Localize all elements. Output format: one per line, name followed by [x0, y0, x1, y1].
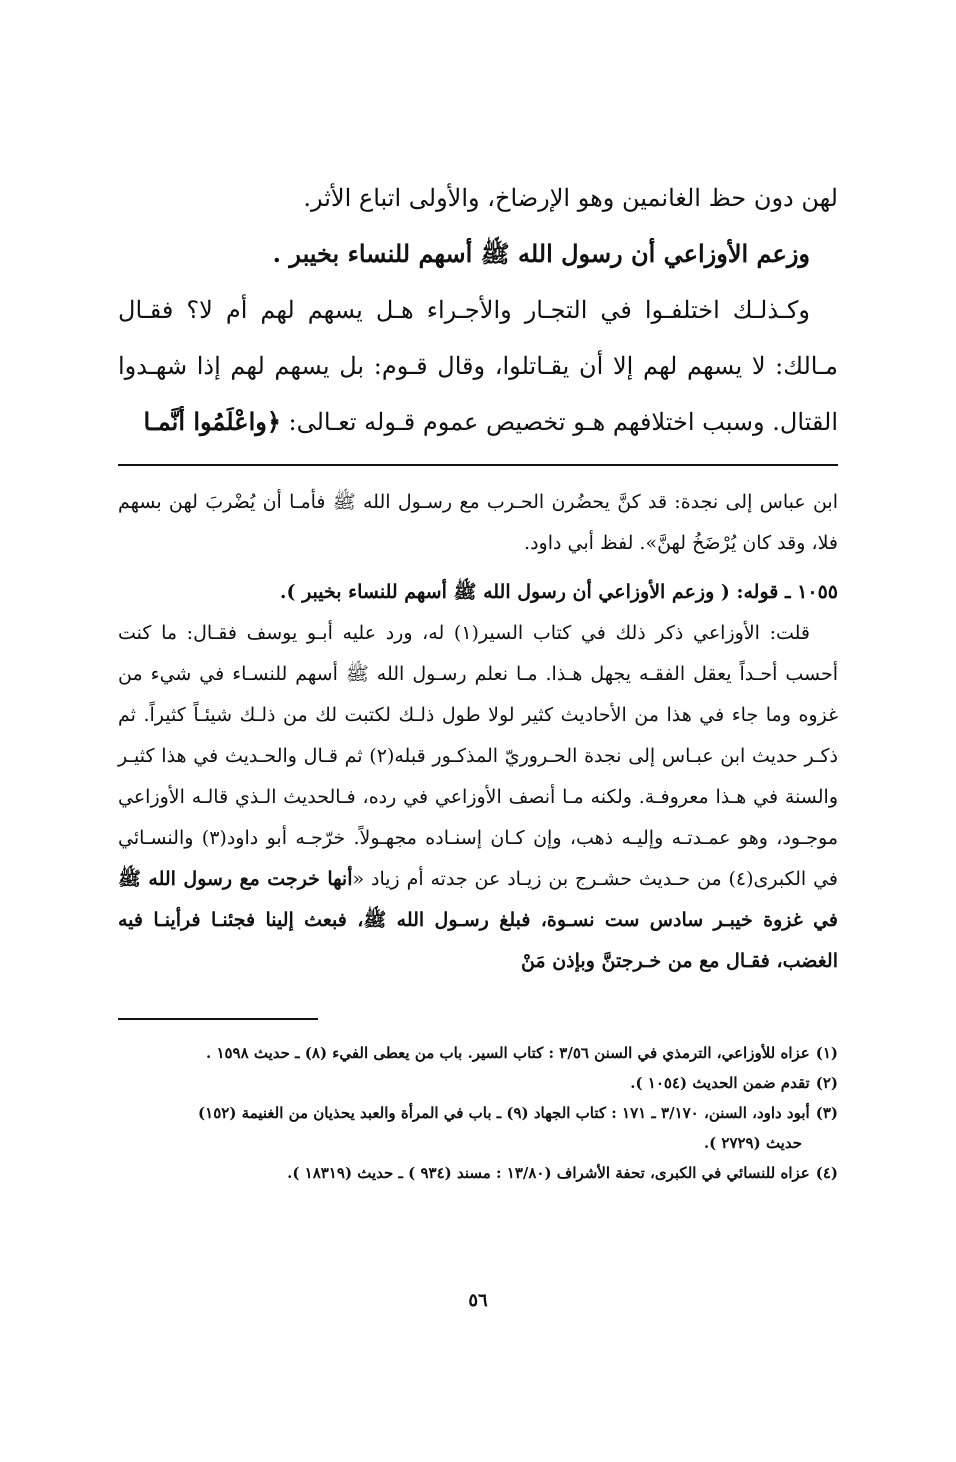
- main-paragraph-text: وكـذلـك اختلفـوا في التجـار والأجـراء هـل يسهم لهم أم لا؟ فقـال مـالك: لا يسهم لهم إلا أن يقـاتلوا، وقال قـوم: بل يسهم لهم إذا شهـدوا القتال. وسبب اختلافهم هـو تخصيص عموم قـوله تعـالى:: [118, 296, 838, 436]
- footnote-item: [118, 1038, 838, 1068]
- commentary-body-text: قلت: الأوزاعي ذكر ذلك في كتاب السير(١) له، ورد عليه أبـو يوسف فقـال: ما كنت أحسب أحـداً يعقل الفقـه يجهل هـذا. مـا نعلم رسـول الله ﷺ أسهم للنسـاء في شيء من غزوه وما جاء في هذا من الأحاديث كثير لولا طول ذلـك لكتبت لك من ذلـك شيئـاً كثيراً. ثم ذكـر حديث ابن عبـاس إلى نجدة الحـروريّ المذكـور قبله(٢) ثم قـال والحـديث في هذا كثيـر والسنة في هـذا معروفـة. ولكنه مـا أنصف الأوزاعي في رده، فـالحديث الـذي قالـه الأوزاعي موجـود، وهو عمـدتـه وإليـه ذهب، وإن كـان إسنـاده مجهـولاً. خرّجـه أبو داود(٣) والنسـائي في الكبرى(٤) من حـديث حشـرج بن زيـاد عن جدته أم زياد «: [118, 622, 838, 890]
- footnote-divider: [118, 1018, 318, 1020]
- footnote-text: عزاه للأوزاعي، الترمذي في السنن ٣/٥٦ : كتاب السير. باب من يعطى الفيء (٨) ـ حديث ١٥٩٨ .: [205, 1044, 810, 1062]
- commentary-carry-over: ابن عباس إلى نجدة: قد كنَّ يحضُرن الحـرب مع رسـول الله ﷺ فأمـا أن يُضْربَ لهن بسهم فلا، وقد كان يُرْضَخُ لهنَّ». لفظ أبي داود.: [118, 491, 838, 554]
- footnote-item: [118, 1098, 838, 1158]
- footnote-continuation: حديث (٢٧٢٩ ).: [703, 1134, 802, 1152]
- footnote-item: [118, 1158, 838, 1188]
- main-text-line: لهن دون حظ الغانمين وهو الإرضاخ، والأولى اتباع الأثر.: [303, 184, 838, 212]
- quran-verse: ﴿واعْلَمُوا أنَّمـا: [143, 407, 281, 436]
- text-divider: [118, 464, 838, 466]
- page-content: [118, 170, 838, 1188]
- footnote-text: تقدم ضمن الحديث (١٠٥٤ ).: [630, 1074, 810, 1092]
- footnote-item: [118, 1068, 838, 1098]
- quoted-statement: وزعم الأوزاعي أن رسول الله ﷺ أسهم للنساء بخيبر .: [272, 239, 810, 268]
- footnote-number: (٢): [815, 1074, 838, 1092]
- commentary-heading: ١٠٥٥ ـ قوله: ( وزعم الأوزاعي أن رسول الله ﷺ أسهم للنساء بخيبر ).: [279, 581, 838, 603]
- footnote-text: عزاه للنسائي في الكبرى، تحفة الأشراف (١٣/٨٠ : مسند (٩٣٤ ) ـ حديث (١٨٣١٩ ).: [287, 1164, 810, 1182]
- commentary-body: [118, 613, 838, 982]
- footnote-text: أبود داود، السنن، ٣/١٧٠ ـ ١٧١ : كتاب الجهاد (٩) ـ باب في المرأة والعبد يحذيان من الغنيمة (١٥٢): [198, 1104, 810, 1122]
- main-paragraph: [118, 282, 838, 450]
- footnotes-list: [118, 1038, 838, 1188]
- footnote-number: (٣): [815, 1104, 838, 1122]
- hadith-quote: أنها خرجت مع رسول الله ﷺ في غزوة خيبـر سادس ست نسـوة، فبلغ رسـول الله ﷺ، فبعث إلينا فجئنـا فرأينـا فيه الغضب، فقـال مع من خـرجتنَّ وبإذن مَنْ: [118, 868, 838, 972]
- footnote-number: (١): [815, 1044, 838, 1062]
- footnote-number: (٤): [815, 1164, 838, 1182]
- page-number: ٥٦: [468, 1290, 488, 1311]
